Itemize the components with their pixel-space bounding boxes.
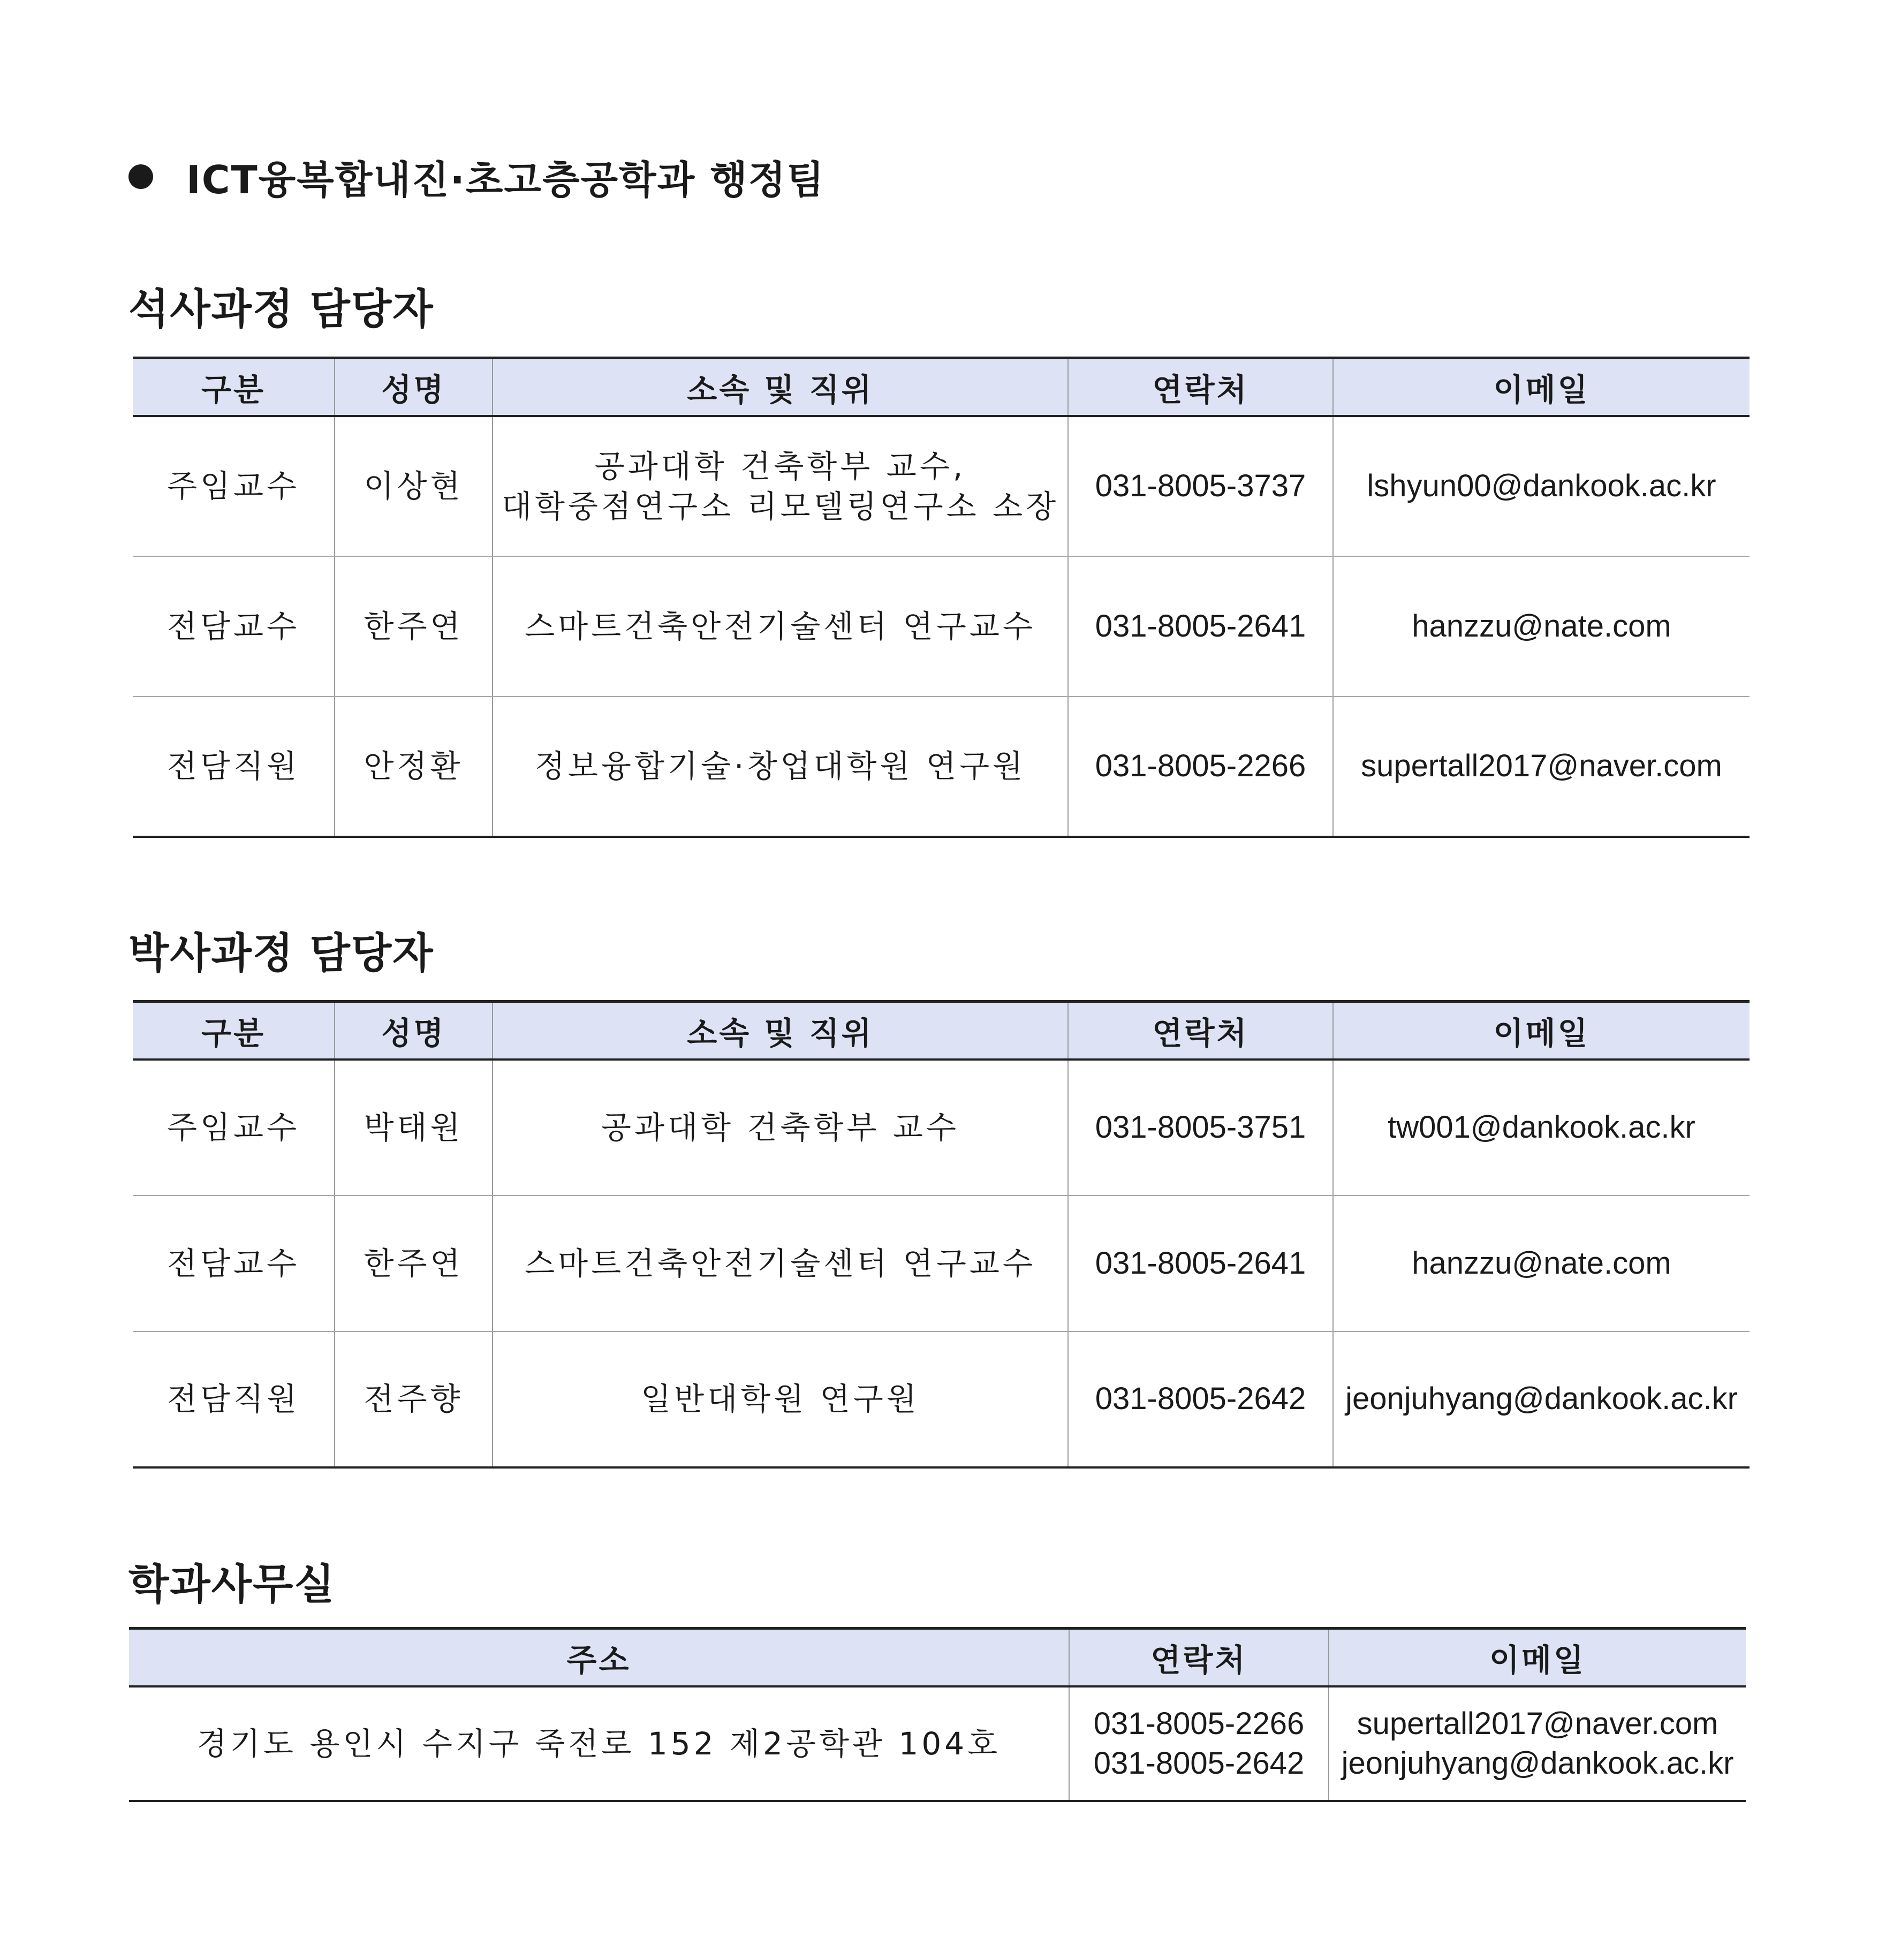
- col-header-email: 이메일: [1333, 358, 1750, 417]
- masters-table: [133, 357, 1750, 838]
- table-header-row: [129, 1629, 1746, 1687]
- col-header-email: 이메일: [1329, 1629, 1746, 1687]
- role-cell: 주임교수: [133, 416, 335, 556]
- phone-line-2: 031-8005-2642: [1093, 1746, 1305, 1781]
- office-heading: 학과사무실: [128, 1561, 336, 1609]
- affiliation-cell: [493, 416, 1068, 556]
- phone-cell: 031-8005-3737: [1068, 416, 1333, 556]
- bullet-icon: [128, 164, 153, 189]
- email-cell: [1329, 1686, 1746, 1801]
- col-header-name: 성명: [335, 358, 493, 417]
- email-line-2: jeonjuhyang@dankook.ac.kr: [1341, 1746, 1734, 1781]
- phone-cell: 031-8005-2641: [1068, 1195, 1333, 1331]
- col-header-affiliation: 소속 및 직위: [493, 1002, 1068, 1060]
- email-cell: lshyun00@dankook.ac.kr: [1333, 416, 1750, 556]
- name-cell: 한주연: [335, 1195, 493, 1331]
- page-title: ICT융복합내진·초고층공학과 행정팀: [186, 157, 825, 202]
- email-cell: hanzzu@nate.com: [1333, 1195, 1750, 1331]
- affiliation-cell: 스마트건축안전기술센터 연구교수: [493, 1195, 1068, 1331]
- role-cell: 전담교수: [133, 1195, 335, 1331]
- affiliation-line-1: 공과대학 건축학부 교수,: [594, 448, 966, 485]
- col-header-phone: 연락처: [1068, 358, 1333, 417]
- col-header-name: 성명: [335, 1002, 493, 1060]
- col-header-category: 구분: [133, 358, 335, 417]
- col-header-phone: 연락처: [1069, 1629, 1329, 1687]
- table-row: [133, 416, 1750, 556]
- table-header-row: [133, 358, 1750, 417]
- email-cell: hanzzu@nate.com: [1333, 556, 1750, 697]
- affiliation-cell: 일반대학원 연구원: [493, 1331, 1068, 1467]
- page-title-row: [128, 150, 825, 203]
- role-cell: 전담직원: [133, 1331, 335, 1467]
- name-cell: 안정환: [335, 697, 493, 837]
- role-cell: 전담교수: [133, 556, 335, 697]
- name-cell: 박태원: [335, 1060, 493, 1195]
- masters-heading: 석사과정 담당자: [128, 285, 434, 334]
- col-header-affiliation: 소속 및 직위: [493, 358, 1068, 417]
- phone-cell: 031-8005-2266: [1068, 697, 1333, 837]
- col-header-phone: 연락처: [1068, 1002, 1333, 1060]
- table-row: [133, 697, 1750, 837]
- name-cell: 이상현: [335, 416, 493, 556]
- table-row: [133, 556, 1750, 697]
- office-table: [129, 1627, 1746, 1802]
- role-cell: 전담직원: [133, 697, 335, 837]
- phone-cell: 031-8005-2642: [1068, 1331, 1333, 1467]
- col-header-category: 구분: [133, 1002, 335, 1060]
- phone-cell: 031-8005-3751: [1068, 1060, 1333, 1195]
- name-cell: 전주향: [335, 1331, 493, 1467]
- email-cell: tw001@dankook.ac.kr: [1333, 1060, 1750, 1195]
- doctoral-heading: 박사과정 담당자: [128, 929, 434, 978]
- email-line-1: supertall2017@naver.com: [1357, 1706, 1718, 1741]
- table-row: [129, 1686, 1746, 1801]
- name-cell: 한주연: [335, 556, 493, 697]
- email-cell: jeonjuhyang@dankook.ac.kr: [1333, 1331, 1750, 1467]
- table-row: [133, 1060, 1750, 1195]
- col-header-email: 이메일: [1333, 1002, 1750, 1060]
- affiliation-cell: 스마트건축안전기술센터 연구교수: [493, 556, 1068, 697]
- role-cell: 주임교수: [133, 1060, 335, 1195]
- phone-cell: 031-8005-2641: [1068, 556, 1333, 697]
- col-header-address: 주소: [129, 1629, 1069, 1687]
- phone-cell: [1069, 1686, 1329, 1801]
- email-cell: supertall2017@naver.com: [1333, 697, 1750, 837]
- table-row: [133, 1331, 1750, 1467]
- affiliation-cell: 공과대학 건축학부 교수: [493, 1060, 1068, 1195]
- table-header-row: [133, 1002, 1750, 1060]
- affiliation-line-2: 대학중점연구소 리모델링연구소 소장: [501, 488, 1059, 525]
- affiliation-cell: 정보융합기술·창업대학원 연구원: [493, 697, 1068, 837]
- address-cell: 경기도 용인시 수지구 죽전로 152 제2공학관 104호: [129, 1686, 1069, 1801]
- doctoral-table: [133, 1000, 1750, 1469]
- table-row: [133, 1195, 1750, 1331]
- phone-line-1: 031-8005-2266: [1093, 1706, 1305, 1741]
